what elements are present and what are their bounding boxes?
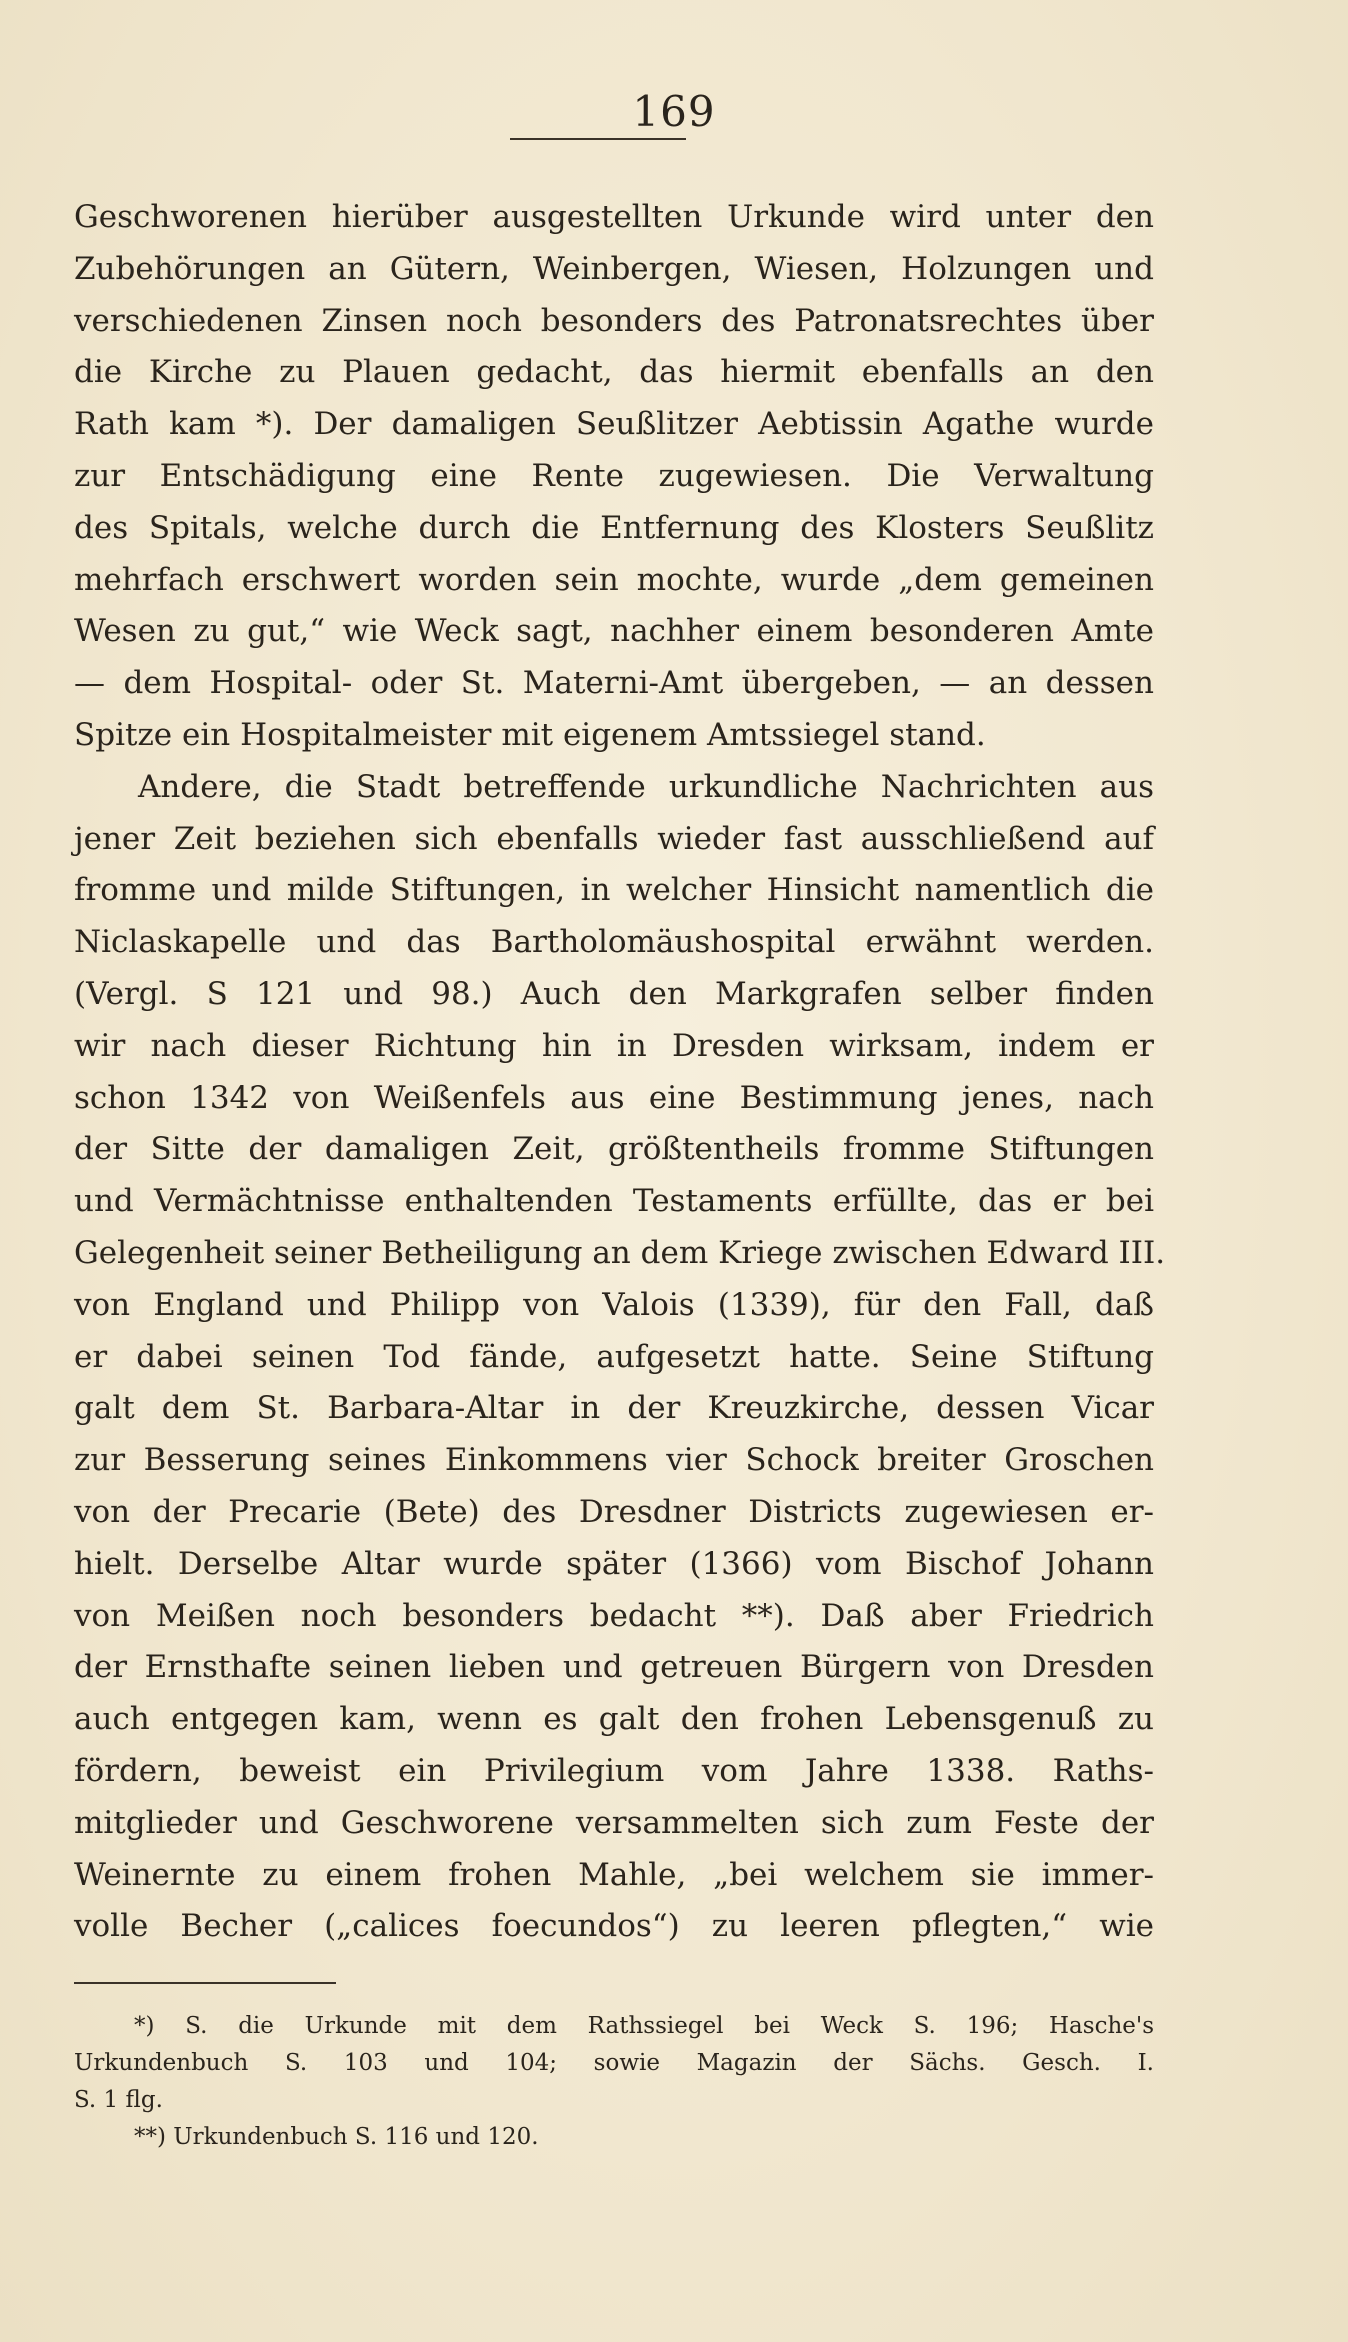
text-line: des Spitals, welche durch die Entfernung des Klosters Seußlitz	[74, 509, 1154, 546]
main-text	[74, 192, 1166, 1953]
text-line: er dabei seinen Tod fände, aufgesetzt hatte. Seine Stiftung	[74, 1338, 1154, 1375]
text-line: jener Zeit beziehen sich ebenfalls wieder fast ausschließend auf	[74, 820, 1154, 857]
text-line: fördern, beweist ein Privilegium vom Jahre 1338. Raths-	[74, 1752, 1154, 1789]
footnotes	[74, 2008, 1154, 2156]
text-line: Rath kam *). Der damaligen Seußlitzer Aebtissin Agathe wurde	[74, 406, 1154, 443]
text-line: Gelegenheit seiner Betheiligung an dem Kriege zwischen Edward III.	[74, 1234, 1166, 1271]
text-line: und Vermächtnisse enthaltenden Testaments erfüllte, das er bei	[74, 1183, 1154, 1220]
text-line: (Vergl. S 121 und 98.) Auch den Markgrafen selber finden	[74, 975, 1154, 1012]
text-line: zur Entschädigung eine Rente zugewiesen. Die Verwaltung	[74, 457, 1154, 494]
text-line: Spitze ein Hospitalmeister mit eigenem Amtssiegel stand.	[74, 716, 986, 753]
text-line: mitglieder und Geschworene versammelten sich zum Feste der	[74, 1804, 1154, 1841]
text-line: Niclaskapelle und das Bartholomäushospital erwähnt werden.	[74, 924, 1154, 961]
text-line: der Ernsthafte seinen lieben und getreuen Bürgern von Dresden	[74, 1649, 1154, 1686]
text-line: die Kirche zu Plauen gedacht, das hiermit ebenfalls an den	[74, 354, 1154, 391]
text-line: auch entgegen kam, wenn es galt den frohen Lebensgenuß zu	[74, 1701, 1154, 1738]
text-line: Wesen zu gut,“ wie Weck sagt, nachher einem besonderen Amte	[74, 613, 1154, 650]
text-line: zur Besserung seines Einkommens vier Schock breiter Groschen	[74, 1442, 1154, 1479]
footnote-line: *) S. die Urkunde mit dem Rathssiegel bei Weck S. 196; Hasche's	[134, 2013, 1154, 2039]
text-line: von der Precarie (Bete) des Dresdner Districts zugewiesen er-	[74, 1493, 1154, 1530]
footnote-line: **) Urkundenbuch S. 116 und 120.	[134, 2124, 539, 2150]
text-line: volle Becher („calices foecundos“) zu leeren pflegten,“ wie	[74, 1908, 1154, 1945]
footnote-line: S. 1 flg.	[74, 2087, 163, 2113]
text-line: Zubehörungen an Gütern, Weinbergen, Wiesen, Holzungen und	[74, 250, 1154, 287]
footnote-line: Urkundenbuch S. 103 und 104; sowie Magazin der Sächs. Gesch. I.	[74, 2050, 1154, 2076]
text-line: hielt. Derselbe Altar wurde später (1366) vom Bischof Johann	[74, 1545, 1154, 1582]
text-line: Andere, die Stadt betreffende urkundliche Nachrichten aus	[138, 768, 1154, 805]
text-line: von Meißen noch besonders bedacht **). Daß aber Friedrich	[74, 1597, 1154, 1634]
footnote-rule	[74, 1982, 336, 1984]
text-line: von England und Philipp von Valois (1339), für den Fall, daß	[74, 1286, 1154, 1323]
page-number: 169	[632, 87, 716, 136]
text-line: verschiedenen Zinsen noch besonders des Patronatsrechtes über	[74, 302, 1154, 339]
text-line: schon 1342 von Weißenfels aus eine Bestimmung jenes, nach	[74, 1079, 1154, 1116]
text-line: mehrfach erschwert worden sein mochte, wurde „dem gemeinen	[74, 561, 1154, 598]
text-line: Geschworenen hierüber ausgestellten Urkunde wird unter den	[74, 199, 1154, 235]
text-line: — dem Hospital- oder St. Materni-Amt übergeben, — an dessen	[74, 665, 1154, 702]
text-line: wir nach dieser Richtung hin in Dresden wirksam, indem er	[74, 1027, 1154, 1064]
text-line: fromme und milde Stiftungen, in welcher Hinsicht namentlich die	[74, 872, 1154, 909]
text-line: der Sitte der damaligen Zeit, größtentheils fromme Stiftungen	[74, 1131, 1154, 1168]
page-number-rule	[510, 138, 686, 140]
text-line: galt dem St. Barbara-Altar in der Kreuzkirche, dessen Vicar	[74, 1390, 1154, 1427]
text-line: Weinernte zu einem frohen Mahle, „bei welchem sie immer-	[74, 1856, 1154, 1893]
